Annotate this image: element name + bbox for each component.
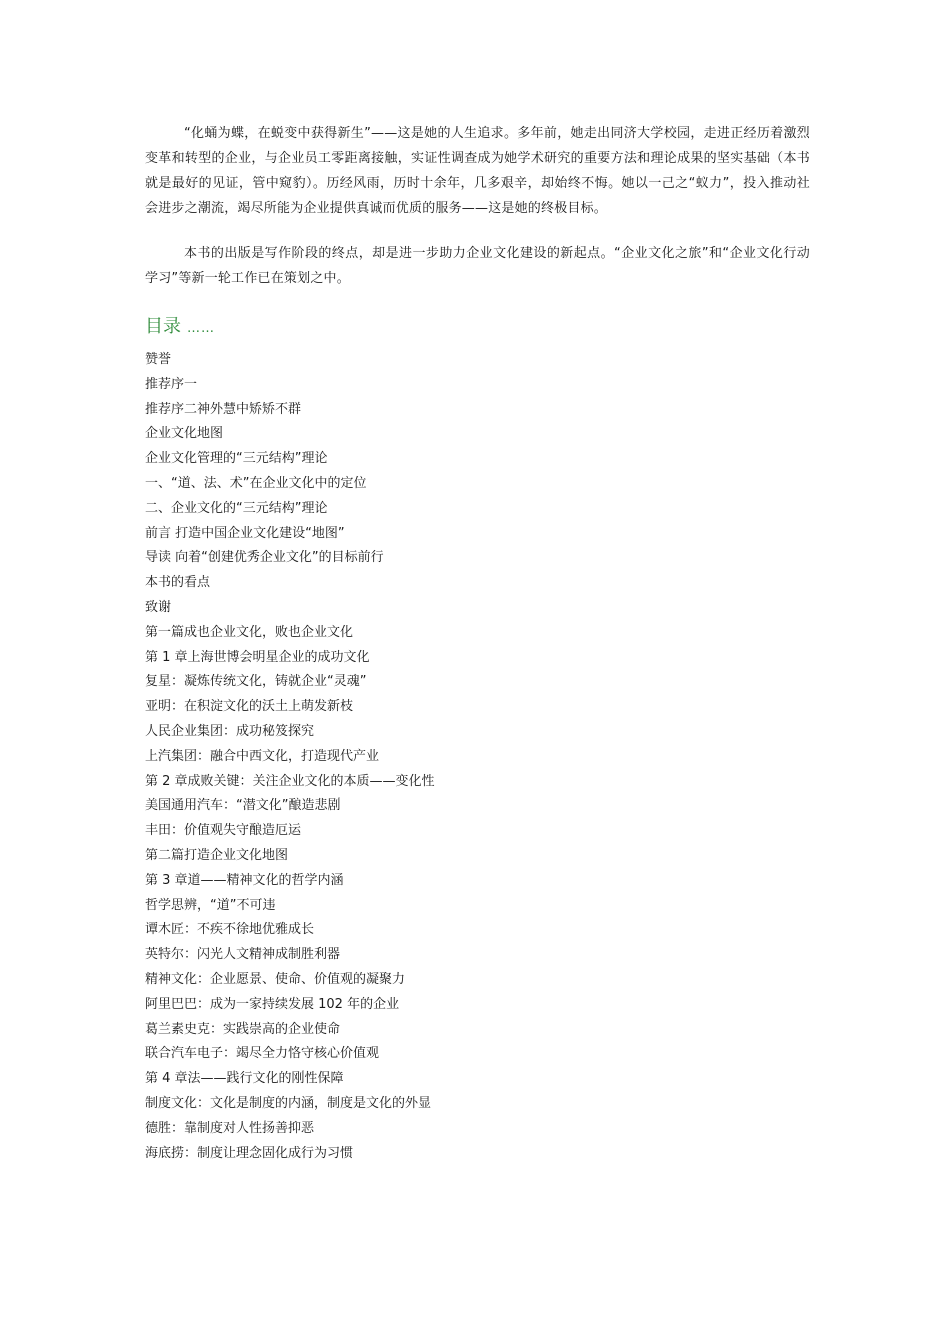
toc-item: 海底捞：制度让理念固化成行为习惯	[145, 1145, 354, 1161]
toc-item: 企业文化管理的“三元结构”理论	[145, 451, 328, 467]
toc-item: 企业文化地图	[145, 426, 224, 442]
toc-item: 致谢	[145, 599, 172, 615]
toc-item: 丰田：价值观失守酿造厄运	[145, 823, 302, 839]
toc-item: 一、“道、法、术”在企业文化中的定位	[145, 475, 367, 491]
toc-item: 上汽集团：融合中西文化，打造现代产业	[145, 748, 380, 764]
toc-heading-title: 目录	[145, 316, 181, 337]
toc-item: 第一篇成也企业文化，败也企业文化	[145, 624, 354, 640]
toc-item: 导读 向着“创建优秀企业文化”的目标前行	[145, 550, 384, 566]
toc-item: 本书的看点	[145, 575, 211, 591]
toc-item: 谭木匠：不疾不徐地优雅成长	[145, 922, 315, 938]
toc-item: 第 1 章上海世博会明星企业的成功文化	[145, 649, 370, 665]
toc-item: 葛兰素史克：实践崇高的企业使命	[145, 1021, 341, 1037]
toc-item: 第 3 章道——精神文化的哲学内涵	[145, 872, 344, 888]
toc-item: 第二篇打造企业文化地图	[145, 847, 289, 863]
toc-item: 德胜：靠制度对人性扬善抑恶	[145, 1120, 315, 1136]
intro-paragraph-1: “化蛹为蝶，在蜕变中获得新生”——这是她的人生追求。多年前，她走出同济大学校园，走进正经历着激烈变革和转型的企业，与企业员工零距离接触，实证性调查成为她学术研究的重要方法和理论成果的坚实基础（本书就是最好的见证，管中窥豹）。历经风雨，历时十余年，几多艰辛，却始终不悔。她以一己之“蚁力”，投入推动社会进步之潮流，竭尽所能为企业提供真诚而优质的服务——这是她的终极目标。	[145, 126, 810, 216]
toc-heading	[145, 314, 810, 342]
toc-item: 第 2 章成败关键：关注企业文化的本质——变化性	[145, 773, 435, 789]
toc-item: 推荐序一	[145, 376, 198, 392]
toc-item: 制度文化：文化是制度的内涵，制度是文化的外显	[145, 1095, 432, 1111]
toc-item: 赞誉	[145, 352, 172, 367]
toc-item: 亚明：在积淀文化的沃土上萌发新枝	[145, 699, 354, 715]
toc-item: 推荐序二神外慧中矫矫不群	[145, 401, 302, 417]
toc-item: 美国通用汽车：“潜文化”酿造悲剧	[145, 798, 341, 814]
toc-item: 哲学思辨，“道”不可违	[145, 897, 276, 913]
toc-heading-ellipsis: ……	[187, 321, 215, 336]
toc-item: 复星：凝炼传统文化，铸就企业“灵魂”	[145, 674, 367, 690]
document-page	[145, 121, 810, 1166]
toc-list	[145, 348, 810, 1166]
toc-item: 英特尔：闪光人文精神成制胜利器	[145, 947, 341, 963]
toc-item: 二、企业文化的“三元结构”理论	[145, 500, 328, 516]
toc-item: 第 4 章法——践行文化的刚性保障	[145, 1071, 344, 1087]
toc-item: 前言 打造中国企业文化建设“地图”	[145, 525, 345, 541]
toc-item: 人民企业集团：成功秘笈探究	[145, 723, 315, 739]
intro-paragraph-2: 本书的出版是写作阶段的终点，却是进一步助力企业文化建设的新起点。“企业文化之旅”和“企业文化行动学习”等新一轮工作已在策划之中。	[145, 246, 810, 286]
toc-item: 联合汽车电子：竭尽全力恪守核心价值观	[145, 1046, 380, 1062]
toc-item: 精神文化：企业愿景、使命、价值观的凝聚力	[145, 971, 406, 987]
toc-item: 阿里巴巴：成为一家持续发展 102 年的企业	[145, 996, 400, 1012]
